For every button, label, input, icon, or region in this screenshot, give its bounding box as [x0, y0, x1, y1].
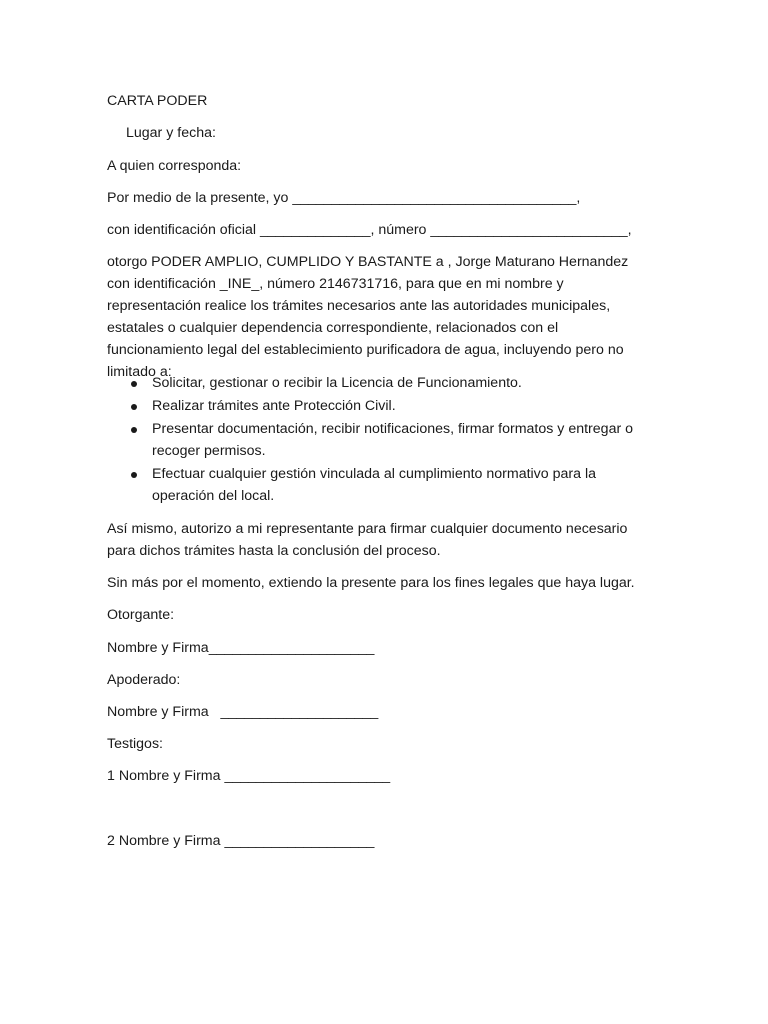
attorney-label: Apoderado: [107, 672, 181, 688]
list-item-text: Efectuar cualquier gestión vinculada al cumplimiento normativo para la operación del local. [152, 466, 596, 504]
powers-list [107, 372, 667, 508]
place-date-label: Lugar y fecha: [126, 125, 216, 141]
list-item-text: Presentar documentación, recibir notificaciones, firmar formatos y entregar o recoger permisos. [152, 421, 634, 459]
bullet-icon [131, 381, 137, 387]
witness-2-signature-line: 2 Nombre y Firma ___________________ [107, 833, 375, 849]
salutation: A quien corresponda: [107, 158, 242, 174]
grantor-signature-line: Nombre y Firma_____________________ [107, 640, 375, 656]
list-item-text: Realizar trámites ante Protección Civil. [152, 398, 396, 414]
grantor-name-line: Por medio de la presente, yo ____________________________________, [107, 190, 581, 206]
witnesses-label: Testigos: [107, 736, 163, 752]
grantor-label: Otorgante: [107, 607, 175, 623]
list-item-text: Solicitar, gestionar o recibir la Licencia de Funcionamiento. [152, 375, 522, 391]
list-item [107, 372, 662, 394]
authorization-paragraph: Así mismo, autorizo a mi representante para firmar cualquier documento necesario para dichos trámites hasta la conclusión del proceso. [107, 521, 628, 559]
attorney-signature-line: Nombre y Firma ____________________ [107, 704, 379, 720]
grant-paragraph: otorgo PODER AMPLIO, CUMPLIDO Y BASTANTE a , Jorge Maturano Hernandez con identificación _INE_, número 2146731716, para que en mi nombre y representación realice los trámites necesarios ante las autoridades municipales, estatales o cualquier dependencia correspondiente, relacionados con el funcionamiento legal del establecimiento purificadora de agua, incluyendo pero no limitado a: [107, 254, 629, 380]
list-item [107, 418, 662, 462]
bullet-icon [131, 404, 137, 410]
bullet-icon [131, 427, 137, 433]
closing-statement: Sin más por el momento, extiendo la presente para los fines legales que haya lugar. [107, 575, 635, 591]
bullet-icon [131, 472, 137, 478]
witness-1-signature-line: 1 Nombre y Firma _____________________ [107, 768, 391, 784]
list-item [107, 463, 662, 507]
list-item [107, 395, 662, 417]
identification-line: con identificación oficial ______________, número _________________________, [107, 222, 632, 238]
document-title: CARTA PODER [107, 93, 208, 109]
